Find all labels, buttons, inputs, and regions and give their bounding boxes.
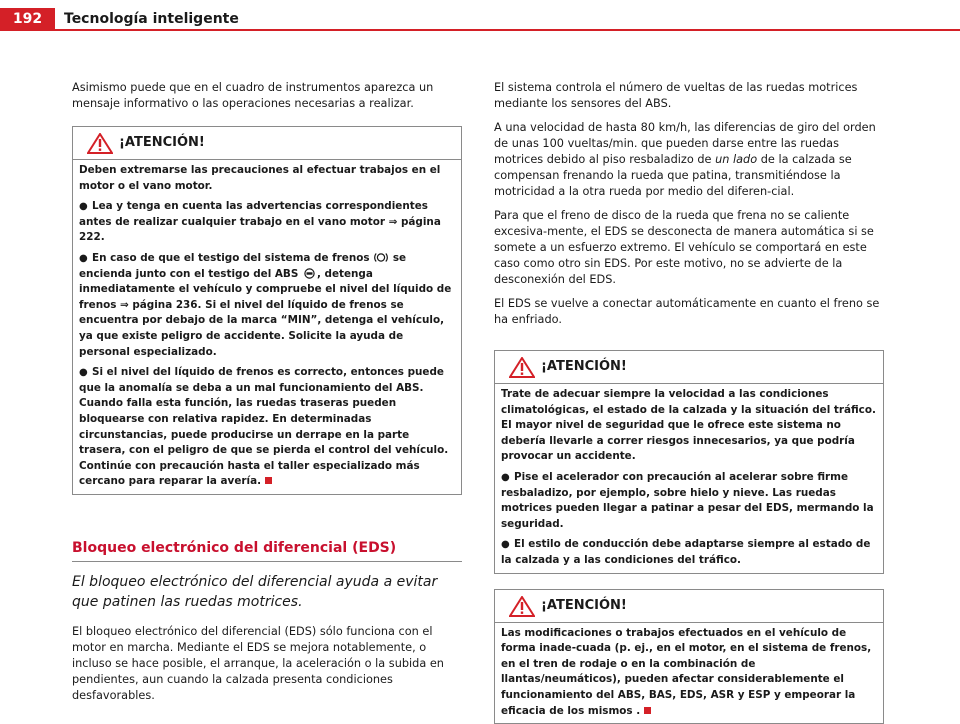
warning-header [73,127,461,160]
warning-header [495,351,883,384]
paragraph [494,120,884,200]
bullet-icon: ● [79,367,88,379]
warning-bullet [79,199,455,246]
warning-box-speed [494,350,884,574]
warning-header [495,590,883,623]
bullet-text: , detenga inmediatamente el vehículo y compruebe el nivel del líquido de frenos ⇒ página 236. Si el nivel del líquido de frenos se encuentra por debajo de la marca “MIN”, detenga el vehículo, ya que existe peligro de accidente. Solicite la ayuda de personal especializado. [79,267,452,358]
text: de la calzada se compensan frenando la rueda que patina, transmitiéndose la motricidad a la otra rueda por medio del diferen-cial. [494,153,852,198]
bullet-text: se encienda junto con el testigo del ABS [79,251,407,280]
warning-bullet [79,251,455,360]
warning-triangle-icon [87,133,113,154]
warning-title: ¡ATENCIÓN! [541,359,627,374]
abs-warning-icon [303,268,316,279]
warning-bullet [501,537,877,568]
warning-bullet [501,470,877,532]
warning-body [495,384,883,573]
end-mark-icon [265,477,272,484]
bullet-icon: ● [79,252,88,264]
brake-warning-icon [374,252,388,263]
warning-triangle-icon [509,596,535,617]
bullet-text: El estilo de conducción debe adaptarse siempre al estado de la calzada y a las condiciones del tráfico. [501,538,871,566]
paragraph: Para que el freno de disco de la rueda que frena no se caliente excesiva-mente, el EDS se desconecta de manera automática si se somete a un esfuerzo extremo. El vehículo se comportará en este caso como otro sin EDS. Por este motivo, no se advierte de la desconexión del EDS. [494,209,874,286]
section-body: El bloqueo electrónico del diferencial (EDS) sólo funciona con el motor en marcha. Mediante el EDS se mejora notablemente, o incluso se hace posible, el arranque, la aceleración o la subida en pendientes, aun cuando la calzada presenta condiciones desfavorables. [72,624,444,702]
paragraph: El EDS se vuelve a conectar automáticamente en cuanto el freno se ha enfriado. [494,297,880,326]
warning-body [495,623,883,724]
emphasis-text: un lado [715,153,758,166]
warning-body [73,160,461,494]
page-header [0,0,960,32]
bullet-icon: ● [501,539,510,551]
page-number: 192 [0,8,55,31]
warning-title: ¡ATENCIÓN! [541,597,627,613]
paragraph: El sistema controla el número de vueltas de las ruedas motrices mediante los sensores del ABS. [494,81,858,110]
warning-bullet [79,365,455,490]
bullet-text: En caso de que el testigo del sistema de frenos [92,251,370,264]
end-mark-icon [644,707,651,714]
intro-paragraph: Asimismo puede que en el cuadro de instrumentos aparezca un mensaje informativo o las operaciones necesarias a realizar. [72,81,434,110]
bullet-text: Lea y tenga en cuenta las advertencias correspondientes antes de realizar cualquier trabajo en el vano motor ⇒ página 222. [79,200,441,244]
warning-lead-text: Las modificaciones o trabajos efectuados en el vehículo de forma inade-cuada (p. ej., en el motor, en el sistema de frenos, en el tren de rodaje o en la combinación de llantas/neumáticos), pueden afectar considerablemente el funcionamiento del ABS, BAS, EDS, ASR y ESP y empeorar la eficacia de los mismos . [501,626,872,717]
left-column [72,80,462,712]
header-rule [55,29,960,31]
bullet-icon: ● [501,471,510,483]
chapter-title: Tecnología inteligente [64,11,239,27]
bullet-icon: ● [79,201,88,213]
warning-lead: Deben extremarse las precauciones al efectuar trabajos en el motor o el vano motor. [79,164,441,192]
warning-box-engine [72,126,462,495]
warning-box-modifications [494,589,884,724]
text: A una velocidad de hasta 80 km/h, las diferencias de giro del orden de unas 100 vueltas/min. que pueden darse entre las ruedas motrices debido al piso resbaladizo de [494,121,876,166]
right-column [494,80,884,724]
bullet-text: Si el nivel del líquido de frenos es correcto, entonces puede que la anomalía se deba a un mal funcionamiento del ABS. Cuando falla esta función, las ruedas traseras pueden bloquearse con relativa rapidez. En determinadas circunstancias, puede producirse un derrape en la parte trasera, con el peligro de que se pierda el control del vehículo. Continúe con precaución hasta el taller especializado más cercano para reparar la avería. [79,366,449,488]
bullet-text: Pise el acelerador con precaución al acelerar sobre firme resbaladizo, por ejemplo, sobre hielo y nieve. Las ruedas motrices pueden llegar a patinar a pesar del EDS, mermando la seguridad. [501,470,874,530]
warning-triangle-icon [509,357,535,378]
section-title: Bloqueo electrónico del diferencial (EDS) [72,539,462,562]
warning-lead [501,626,877,720]
warning-lead: Trate de adecuar siempre la velocidad a las condiciones climatológicas, el estado de la calzada y la situación del tráfico. El mayor nivel de seguridad que le ofrece este sistema no debería llevarle a correr riesgos innecesarios, ya que podría provocar un accidente. [501,388,876,463]
section-subtitle: El bloqueo electrónico del diferencial ayuda a evitar que patinen las ruedas motrices. [72,573,438,610]
warning-title: ¡ATENCIÓN! [119,135,205,150]
